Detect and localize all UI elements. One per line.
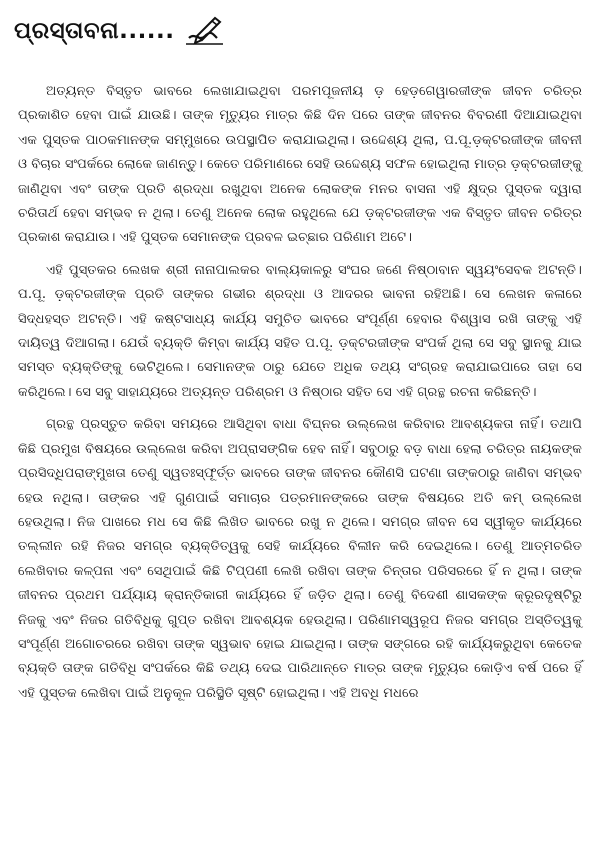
- body-text: [18, 80, 582, 706]
- paragraph-2: ଏହି ପୁସ୍ତକର ଲେଖକ ଶ୍ରୀ ନାନାପାଲକର ବାଲ୍ୟକାଳରୁ ସଂଘର ଜଣେ ନିଷ୍ଠାବାନ ସ୍ୱୟଂସେବକ ଅଟନ୍ତି। ପ.ପୂ. ଡ଼କ୍ଟରଜୀଙ୍କ ପ୍ରତି ତାଙ୍କର ଗଭୀର ଶ୍ରଦ୍ଧା ଓ ଆଦରର ଭାବନା ରହିଅଛି। ସେ ଲେଖନ କଳାରେ ସିଦ୍ଧହସ୍ତ ଅଟନ୍ତି। ଏହି କଷ୍ଟସାଧ୍ୟ କାର୍ଯ୍ୟ ସମୁଚିତ ଭାବରେ ସଂପୂର୍ଣ୍ଣ ହେବାର ବିଶ୍ୱାସ ରଖି ତାଙ୍କୁ ଏହି ଦାୟିତ୍ୱ ଦିଆଗଲା। ଯେଉଁ ବ୍ୟକ୍ତି କିମ୍ବା କାର୍ଯ୍ୟ ସହିତ ପ.ପୂ. ଡ଼କ୍ଟରଜୀଙ୍କ ସଂପର୍କ ଥିଲା ସେ ସବୁ ସ୍ଥାନକୁ ଯାଇ ସମସ୍ତ ବ୍ୟକ୍ତିଙ୍କୁ ଭେଟିଥିଲେ। ସେମାନଙ୍କ ଠାରୁ ଯେତେ ଅଧିକ ତଥ୍ୟ ସଂଗ୍ରହ କରାଯାଇପାରେ ତାହା ସେ କରିଥିଲେ। ସେ ସବୁ ସାହାଯ୍ୟରେ ଅତ୍ୟନ୍ତ ପରିଶ୍ରମ ଓ ନିଷ୍ଠାର ସହିତ ସେ ଏହି ଗ୍ରନ୍ଥ ରଚନା କରିଛନ୍ତି।: [18, 262, 582, 400]
- paragraph-1: ଅତ୍ୟନ୍ତ ବିସ୍ତୃତ ଭାବରେ ଲେଖାଯାଇଥିବା ପରମପୂଜନୀୟ ଡ଼ ହେଡ଼ଗେୱାରଜୀଙ୍କ ଜୀବନ ଚରିତ୍ର ପ୍ରକାଶିତ ହେବା ପାଇଁ ଯାଉଛି। ତାଙ୍କ ମୃତ୍ୟୁର ମାତ୍ର କିଛି ଦିନ ପରେ ତାଙ୍କ ଜୀବନର ବିବରଣୀ ଦିଆଯାଇଥିବା ଏକ ପୁସ୍ତକ ପାଠକମାନଙ୍କ ସମ୍ମୁଖରେ ଉପସ୍ଥାପିତ କରାଯାଇଥିଲା। ଉଦ୍ଦେଶ୍ୟ ଥିଲା, ପ.ପୂ.ଡ଼କ୍ଟରଜୀଙ୍କ ଜୀବନୀ ଓ ବିଚାର ସଂପର୍କରେ ଲୋକେ ଜାଣନ୍ତୁ। କେତେ ପରିମାଣରେ ସେହି ଉଦ୍ଦେଶ୍ୟ ସଫଳ ହୋଇଥିଲା ମାତ୍ର ଡ଼କ୍ଟରଜୀଙ୍କୁ ଜାଣିଥିବା ଏବଂ ତାଙ୍କ ପ୍ରତି ଶ୍ରଦ୍ଧା ରଖୁଥିବା ଅନେକ ଲୋକଙ୍କ ମନର ବାସନା ଏହି କ୍ଷୁଦ୍ର ପୁସ୍ତକ ଦ୍ୱାରା ଚରିତାର୍ଥ ହେବା ସମ୍ଭବ ନ ଥିଲା। ତେଣୁ ଅନେକ ଲୋକ ରହୁଥିଲେ ଯେ ଡ଼କ୍ଟରଜୀଙ୍କ ଏକ ବିସ୍ତୃତ ଜୀବନ ଚରିତ୍ର ପ୍ରକାଶ କରାଯାଉ। ଏହି ପୁସ୍ତକ ସେମାନଙ୍କ ପ୍ରବଳ ଇଚ୍ଛାର ପରିଣାମ ଅଟେ।: [18, 84, 582, 246]
- page-header: [14, 14, 225, 48]
- page-title: ପ୍ରସ୍ତାବନା......: [14, 18, 175, 44]
- pen-writing-icon: [183, 14, 225, 48]
- paragraph-3: ଗ୍ରନ୍ଥ ପ୍ରସ୍ତୁତ କରିବା ସମୟରେ ଆସିଥିବା ବାଧା ବିଘ୍ନର ଉଲ୍ଲେଖ କରିବାର ଆବଶ୍ୟକତା ନାହିଁ। ତଥାପି କିଛି ପ୍ରମୁଖ ବିଷୟରେ ଉଲ୍ଲେଖ କରିବା ଅପ୍ରାସଙ୍ଗିକ ହେବ ନାହିଁ। ସବୁଠାରୁ ବଡ଼ ବାଧା ହେଲା ଚରିତ୍ର ନାୟକଙ୍କ ପ୍ରସିଦ୍ଧିପରାଙ୍ମୁଖତା ତେଣୁ ସ୍ୱତଃସ୍ଫୂର୍ତ୍ତ ଭାବରେ ତାଙ୍କ ଜୀବନର କୌଣସି ଘଟଣା ତାଙ୍କଠାରୁ ଜାଣିବା ସମ୍ଭବ ହେଉ ନଥିଲା। ତାଙ୍କର ଏହି ଗୁଣପାଇଁ ସମାଚାର ପତ୍ରମାନଙ୍କରେ ତାଙ୍କ ବିଷୟରେ ଅତି କମ୍ ଉଲ୍ଲେଖ ହେଉଥିଲା। ନିଜ ପାଖରେ ମଧ ସେ କିଛି ଲିଖିତ ଭାବରେ ରଖୁ ନ ଥିଲେ। ସମଗ୍ର ଜୀବନ ସେ ସ୍ୱୀକୃତ କାର୍ଯ୍ୟରେ ତଲ୍ଲୀନ ରହି ନିଜର ସମଗ୍ର ବ୍ୟକ୍ତିତ୍ୱକୁ ସେହି କାର୍ଯ୍ୟରେ ବିଲୀନ କରି ଦେଇଥିଲେ। ତେଣୁ ଆତ୍ମଚରିତ ଲେଖିବାର କଳ୍ପନା ଏବଂ ସେଥିପାଇଁ କିଛି ଟିପ୍ପଣୀ ଲେଖି ରଖିବା ତାଙ୍କ ଚିନ୍ତାର ପରିସରରେ ହିଁ ନ ଥିଲା। ତାଙ୍କ ଜୀବନର ପ୍ରଥମ ପର୍ଯ୍ୟାୟ କ୍ରାନ୍ତିକାରୀ କାର୍ଯ୍ୟରେ ହିଁ ଜଡ଼ିତ ଥିଲା। ତେଣୁ ବିଦେଶୀ ଶାସକଙ୍କ କ୍ରୂରଦୃଷ୍ଟିରୁ ନିଜକୁ ଏବଂ ନିଜର ଗତିବିଧିକୁ ଗୁପ୍ତ ରଖିବା ଆବଶ୍ୟକ ହେଉଥିଲା। ପରିଣାମସ୍ୱରୂପ ନିଜର ସମଗ୍ର ଅସ୍ତିତ୍ୱକୁ ସଂପୂର୍ଣ୍ଣ ଅଗୋଚରରେ ରଖିବା ତାଙ୍କ ସ୍ୱଭାବ ହୋଇ ଯାଇଥିଲା। ତାଙ୍କ ସଙ୍ଗରେ ରହି କାର୍ଯ୍ୟକରୁଥିବା କେତେକ ବ୍ୟକ୍ତି ତାଙ୍କ ଗତିବିଧି ସଂପର୍କରେ କିଛି ତଥ୍ୟ ଦେଇ ପାରିଥାନ୍ତେ ମାତ୍ର ତାଙ୍କ ମୃତ୍ୟୁର କୋଡ଼ିଏ ବର୍ଷ ପରେ ହିଁ ଏହି ପୁସ୍ତକ ଲେଖିବା ପାଇଁ ଅନୁକୂଳ ପରିସ୍ଥିତି ସୃଷ୍ଟି ହୋଇଥିଲା। ଏହି ଅବଧି ମଧରେ: [18, 417, 582, 701]
